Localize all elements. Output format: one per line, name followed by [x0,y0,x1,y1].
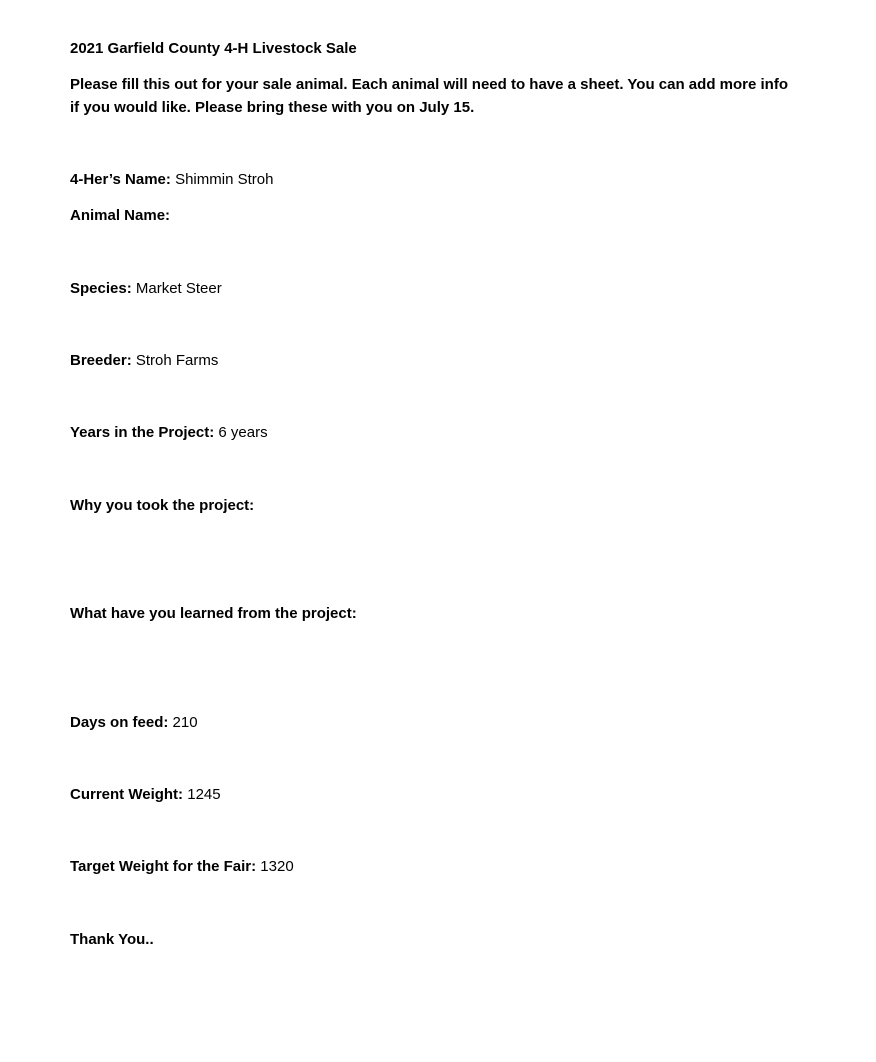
field-days-on-feed [70,711,198,734]
field-label: Why you took the project: [70,497,255,514]
field-label: Days on feed: [70,714,169,731]
field-label: Target Weight for the Fair: [70,858,257,875]
field-value: Shimmin Stroh [175,171,274,188]
closing-text: Thank You.. [70,931,154,948]
field-species [70,277,222,300]
field-label: Animal Name: [70,207,171,224]
field-years-in-project [70,421,268,444]
field-why-project [70,494,254,517]
field-label: Breeder: [70,352,132,369]
field-value: 210 [172,714,198,731]
form-instructions [70,73,830,119]
instructions-line-1: Please fill this out for your sale animal. Each animal will need to have a sheet. You can add more info [70,76,788,93]
instructions-line-2: if you would like. Please bring these with you on July 15. [70,99,475,116]
field-animal-name [70,204,170,227]
field-value: 6 years [218,424,268,441]
field-value: 1320 [260,858,294,875]
field-what-learned [70,602,357,625]
field-current-weight [70,783,221,806]
field-breeder [70,349,218,372]
field-value: Stroh Farms [135,352,219,369]
field-4her-name [70,168,273,191]
field-value: Market Steer [135,280,222,297]
field-label: Years in the Project: [70,424,215,441]
field-label: 4-Her’s Name: [70,171,171,188]
field-value: 1245 [187,786,221,803]
field-label: Current Weight: [70,786,184,803]
field-label: Species: [70,280,132,297]
field-target-weight [70,855,294,878]
field-label: What have you learned from the project: [70,605,357,622]
form-title: 2021 Garfield County 4-H Livestock Sale [70,40,357,57]
